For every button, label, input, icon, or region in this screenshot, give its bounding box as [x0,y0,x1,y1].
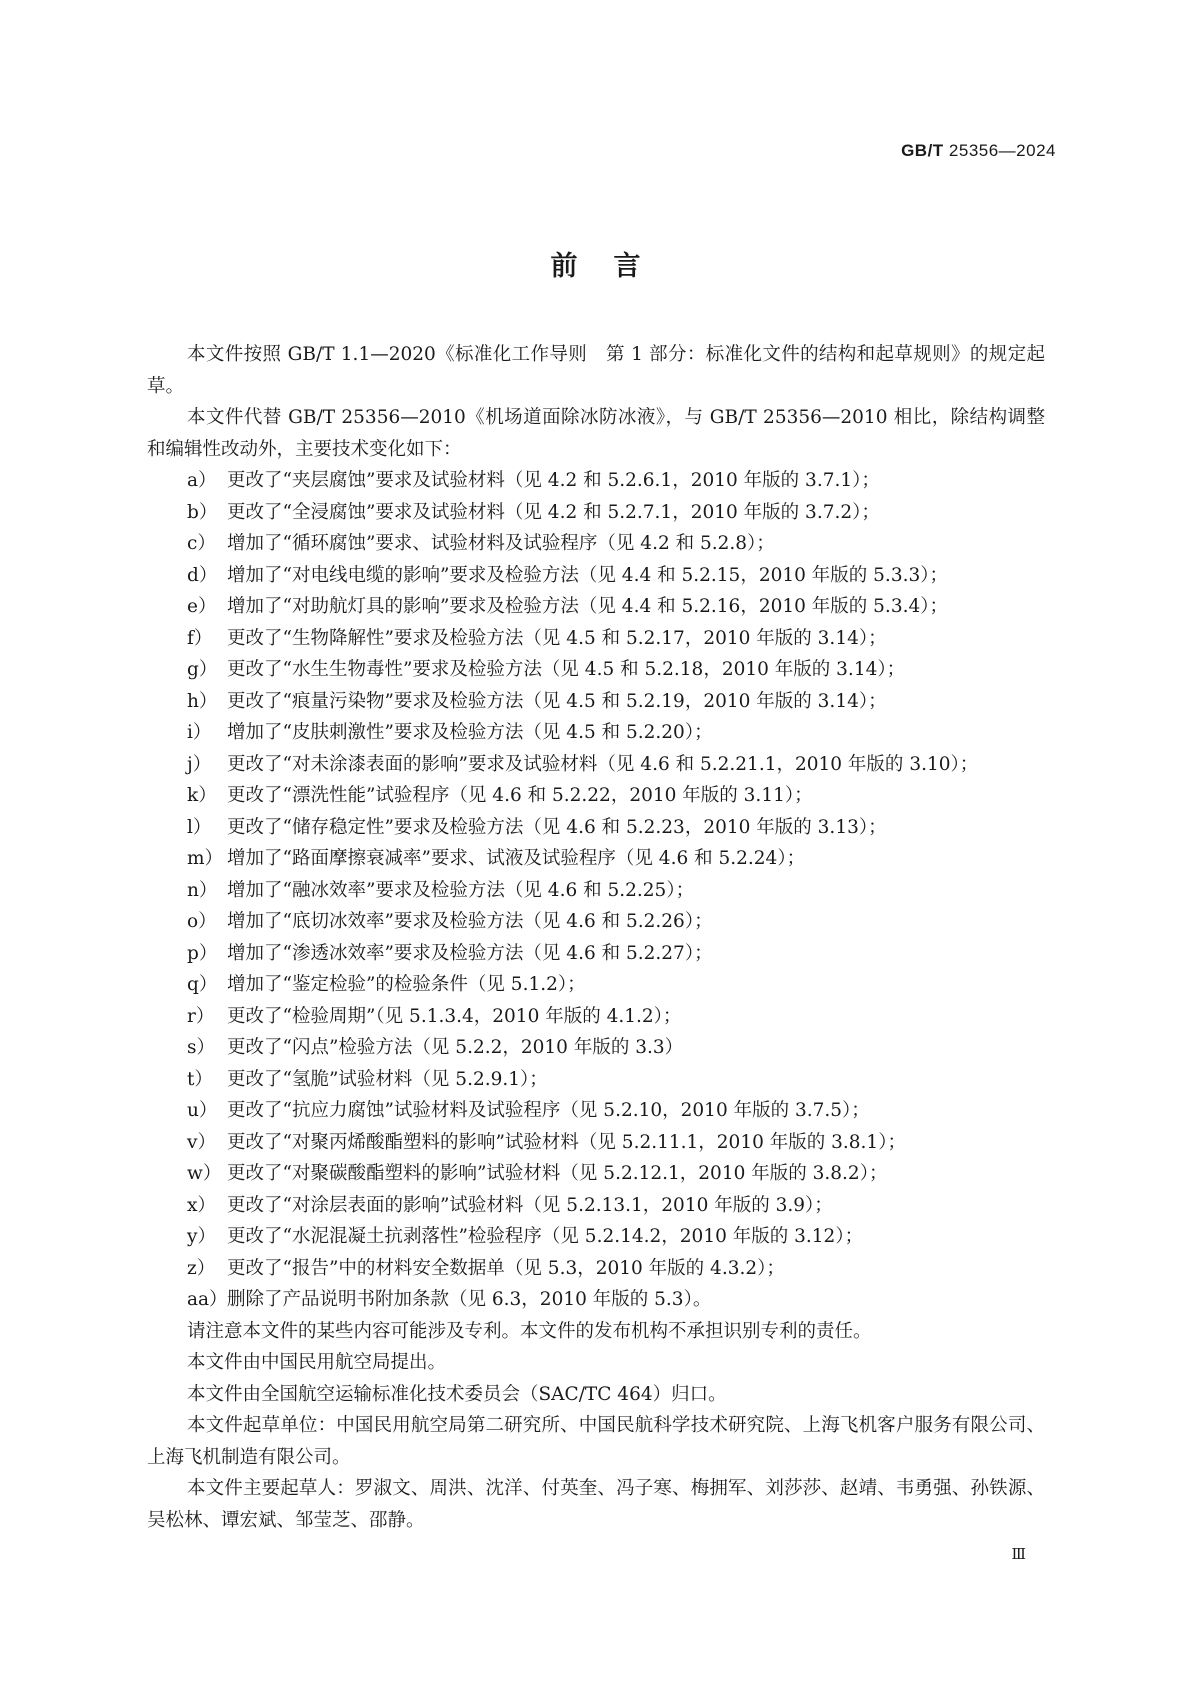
change-item [147,1095,1045,1127]
change-item [147,843,1045,875]
change-label: aa） [187,1289,228,1310]
change-text: 删除了产品说明书附加条款（见 6.3，2010 年版的 5.3）。 [227,1289,712,1310]
change-item [147,591,1045,623]
change-item [147,812,1045,844]
change-item [147,749,1045,781]
change-item [147,1221,1045,1253]
change-item [147,654,1045,686]
change-item [147,1253,1045,1285]
page-number: Ⅲ [1011,1545,1026,1563]
change-text: 增加了“鉴定检验”的检验条件（见 5.1.2）； [227,974,586,995]
change-text: 增加了“皮肤刺激性”要求及检验方法（见 4.5 和 5.2.20）； [227,722,713,743]
change-label: q） [187,974,218,995]
change-label: r） [187,1005,215,1027]
change-text: 更改了“对未涂漆表面的影响”要求及试验材料（见 4.6 和 5.2.21.1，2010 年版的 3.10）； [227,753,979,775]
change-text: 更改了“生物降解性”要求及检验方法（见 4.5 和 5.2.17，2010 年版的 3.14）； [227,627,887,649]
change-text: 更改了“氢脆”试验材料（见 5.2.9.1）； [227,1068,548,1090]
change-label: a） [187,470,217,491]
change-item [147,528,1045,560]
change-label: v） [187,1131,216,1153]
change-item [147,717,1045,749]
drafting-units: 本文件起草单位：中国民用航空局第二研究所、中国民航科学技术研究院、上海飞机客户服务有限公司、上海飞机制造有限公司。 [147,1415,1045,1468]
change-item [147,497,1045,529]
change-label: m） [187,848,224,869]
change-text: 更改了“抗应力腐蚀”试验材料及试验程序（见 5.2.10，2010 年版的 3.7.5）； [227,1100,870,1121]
change-item [147,1190,1045,1222]
change-item [147,780,1045,812]
change-label: p） [187,942,218,964]
change-text: 更改了“水泥混凝土抗剥落性”检验程序（见 5.2.14.2，2010 年版的 3.12）； [227,1226,864,1247]
page-title: 前言 [550,251,677,282]
change-item [147,1064,1045,1096]
patent-notice: 请注意本文件的某些内容可能涉及专利。本文件的发布机构不承担识别专利的责任。 [187,1320,872,1342]
change-label: w） [187,1163,222,1184]
change-text: 增加了“底切冰效率”要求及检验方法（见 4.6 和 5.2.26）； [227,911,713,932]
change-text: 更改了“对聚丙烯酸酯塑料的影响”试验材料（见 5.2.11.1，2010 年版的 3.8.1）； [227,1131,906,1153]
foreword-body [147,339,1045,1536]
change-label: y） [187,1226,216,1247]
change-label: z） [187,1257,216,1279]
change-label: i） [187,722,212,743]
change-item [147,686,1045,718]
standard-code-number: 25356—2024 [948,141,1056,160]
change-text: 更改了“水生生物毒性”要求及检验方法（见 4.5 和 5.2.18，2010 年版的 3.14）； [227,659,906,680]
change-label: f） [187,627,213,649]
change-text: 更改了“检验周期”（见 5.1.3.4，2010 年版的 4.1.2）； [227,1005,682,1027]
change-label: d） [187,564,218,586]
change-item [147,1001,1045,1033]
change-item [147,1284,1045,1316]
change-text: 增加了“路面摩擦衰减率”要求、试液及试验程序（见 4.6 和 5.2.24）； [227,848,806,869]
intro-paragraph: 本文件按照 GB/T 1.1—2020《标准化工作导则 第 1 部分：标准化文件的结构和起草规则》的规定起草。 [147,344,1045,397]
standard-code-prefix: GB/T [901,141,944,160]
change-text: 增加了“循环腐蚀”要求、试验材料及试验程序（见 4.2 和 5.2.8）； [227,533,775,554]
change-item [147,875,1045,907]
change-text: 增加了“融冰效率”要求及检验方法（见 4.6 和 5.2.25）； [227,879,695,901]
change-text: 更改了“痕量污染物”要求及检验方法（见 4.5 和 5.2.19，2010 年版的 3.14）； [227,690,887,712]
drafters: 本文件主要起草人：罗淑文、周洪、沈洋、付英奎、冯子寒、梅拥军、刘莎莎、赵靖、韦勇强、孙铁源、吴松林、谭宏斌、邹莹芝、邵静。 [147,1478,1045,1531]
change-label: s） [187,1037,215,1058]
change-label: l） [187,816,212,838]
change-item [147,623,1045,655]
change-label: n） [187,879,218,901]
change-label: t） [187,1068,213,1090]
change-item [147,1127,1045,1159]
change-item [147,465,1045,497]
change-item [147,969,1045,1001]
proposer-statement: 本文件由中国民用航空局提出。 [187,1352,447,1373]
change-item [147,1032,1045,1064]
change-text: 增加了“对电线电缆的影响”要求及检验方法（见 4.4 和 5.2.15，2010 年版的 5.3.3）； [227,564,948,586]
change-item [147,560,1045,592]
intro-paragraph: 本文件代替 GB/T 25356—2010《机场道面除冰防冰液》，与 GB/T 25356—2010 相比，除结构调整和编辑性改动外，主要技术变化如下： [147,407,1045,460]
change-label: j） [187,753,212,775]
change-label: e） [187,596,217,617]
change-item [147,906,1045,938]
change-text: 更改了“报告”中的材料安全数据单（见 5.3，2010 年版的 4.3.2）； [227,1257,785,1279]
change-text: 更改了“对涂层表面的影响”试验材料（见 5.2.13.1，2010 年版的 3.9）； [227,1194,833,1216]
change-label: o） [187,911,217,932]
change-item [147,938,1045,970]
change-text: 更改了“全浸腐蚀”要求及试验材料（见 4.2 和 5.2.7.1，2010 年版的 3.7.2）； [227,501,880,523]
change-label: h） [187,690,218,712]
change-text: 更改了“夹层腐蚀”要求及试验材料（见 4.2 和 5.2.6.1，2010 年版的 3.7.1）； [227,470,880,491]
changes-list [147,465,1045,1316]
change-text: 增加了“渗透冰效率”要求及检验方法（见 4.6 和 5.2.27）； [227,942,713,964]
change-label: c） [187,533,216,554]
change-item [147,1158,1045,1190]
change-label: k） [187,785,217,806]
change-text: 更改了“闪点”检验方法（见 5.2.2，2010 年版的 3.3） [227,1037,684,1058]
change-text: 更改了“对聚碳酸酯塑料的影响”试验材料（见 5.2.12.1，2010 年版的 3.8.2）； [227,1163,888,1184]
change-text: 更改了“储存稳定性”要求及检验方法（见 4.6 和 5.2.23，2010 年版的 3.13）； [227,816,887,838]
change-label: b） [187,501,218,523]
change-label: x） [187,1194,216,1216]
change-text: 更改了“漂洗性能”试验程序（见 4.6 和 5.2.22，2010 年版的 3.11）； [227,785,813,806]
standard-code [901,141,1056,161]
change-text: 增加了“对助航灯具的影响”要求及检验方法（见 4.4 和 5.2.16，2010 年版的 5.3.4）； [227,596,948,617]
committee-statement: 本文件由全国航空运输标准化技术委员会（SAC/TC 464）归口。 [187,1383,727,1405]
change-label: g） [187,659,218,680]
change-label: u） [187,1100,218,1121]
